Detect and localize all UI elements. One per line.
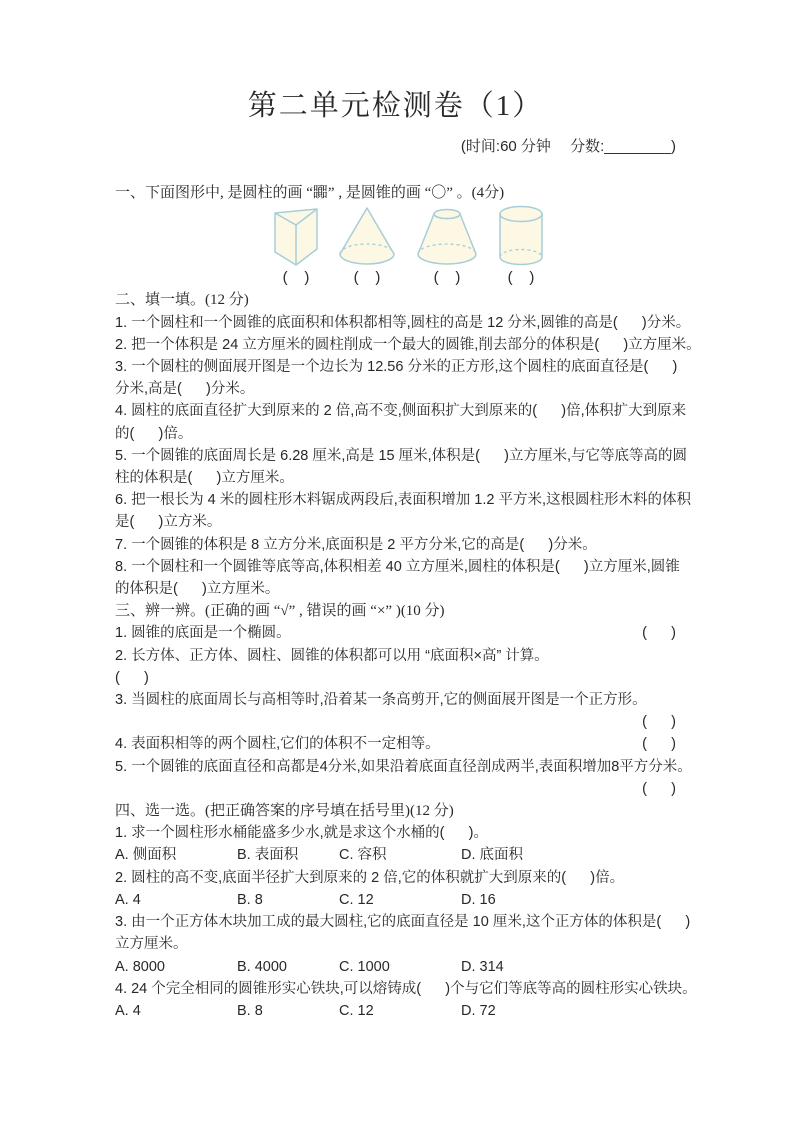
fill-blank-item-continuation: 的( )倍。 [115,425,193,442]
option-b: B. 8 [237,1002,263,1019]
section3-heading: 三、辨一辨。(正确的画 “√” , 错误的画 “×” )(10 分) [115,603,445,620]
choice-question-text: 2. 圆柱的高不变,底面半径扩大到原来的 2 倍,它的体积就扩大到原来的( )倍。 [115,869,625,886]
option-d: D. 72 [461,1002,496,1019]
option-d: D. 16 [461,891,496,908]
shape-cylinder [497,205,545,267]
section2-heading: 二、填一填。(12 分) [115,292,249,309]
fill-blank-item: 5. 一个圆锥的底面周长是 6.28 厘米,高是 15 厘米,体积是( )立方厘米,与它等底等高的圆 [115,447,687,464]
true-false-item [115,689,676,711]
statement-text: 5. 一个圆锥的底面直径和高都是4分米,如果沿着底面直径剖成两半,表面积增加8平方分米。 [115,758,692,775]
option-a: A. 侧面积 [115,847,177,864]
choice-options [115,889,676,911]
option-d: D. 314 [461,958,504,975]
answer-blank: ( ) [115,669,149,686]
option-b: B. 4000 [237,958,287,975]
fill-blank-item: 8. 一个圆柱和一个圆锥等底等高,体积相差 40 立方厘米,圆柱的体积是( )立方厘米,圆锥 [115,558,680,575]
true-false-item-continuation [115,778,676,800]
fill-blank-item-continuation: 是( )立方米。 [115,514,222,531]
true-false-item [115,622,676,644]
option-c: C. 12 [339,891,374,908]
answer-blank: ( ) [433,269,461,287]
option-c: C. 1000 [339,958,390,975]
statement-text: 2. 长方体、正方体、圆柱、圆锥的体积都可以用 “底面积×高” 计算。 [115,647,549,664]
option-b: B. 8 [237,891,263,908]
true-false-item [115,645,676,667]
true-false-item [115,733,676,755]
truncated-cone-icon [415,207,479,267]
choice-question-text: 3. 由一个正方体木块加工成的最大圆柱,它的底面直径是 10 厘米,这个正方体的体积是( ) [115,914,691,931]
choice-options [115,844,676,866]
choice-question-text-continuation: 立方厘米。 [115,936,188,953]
option-b: B. 表面积 [237,847,299,864]
fill-blank-item: 7. 一个圆锥的体积是 8 立方分米,底面积是 2 平方分米,它的高是( )分米。 [115,536,597,553]
true-false-item-continuation [115,711,676,733]
fill-blank-item: 4. 圆柱的底面直径扩大到原来的 2 倍,高不变,侧面积扩大到原来的( )倍,体积扩大到原来 [115,403,687,420]
answer-blank: ( ) [507,269,535,287]
answer-blank: ( ) [642,736,676,753]
answer-blank: ( ) [642,625,676,642]
statement-text: 4. 表面积相等的两个圆柱,它们的体积不一定相等。 [115,736,440,753]
option-a: A. 4 [115,1002,141,1019]
fill-blank-item-continuation: 的体积是( )立方厘米。 [115,581,280,598]
fill-blank-item: 6. 把一根长为 4 米的圆柱形木料锯成两段后,表面积增加 1.2 平方米,这根圆柱形木料的体积 [115,492,692,509]
shape-truncated-cone [415,207,479,267]
time-score-line: (时间:60 分钟 分数:________) [460,138,676,155]
section1-heading: 一、下面图形中, 是圆柱的画 “嚻” , 是圆锥的画 “〇” 。(4分) [115,185,505,201]
answer-blank: ( ) [642,714,676,731]
section4-heading: 四、选一选。(把正确答案的序号填在括号里)(12 分) [115,803,454,820]
fill-blank-item: 2. 把一个体积是 24 立方厘米的圆柱削成一个最大的圆锥,削去部分的体积是( )立方厘米。 [115,336,701,353]
cone-icon [337,205,397,267]
choice-question-text: 1. 求一个圆柱形水桶能盛多少水,就是求这个水桶的( )。 [115,825,488,842]
option-d: D. 底面积 [461,847,524,864]
cylinder-icon [497,205,545,267]
true-false-item [115,756,692,778]
triangular-prism-icon [273,205,319,267]
choice-options [115,1000,676,1022]
option-c: C. 12 [339,1002,374,1019]
fill-blank-item: 3. 一个圆柱的侧面展开图是一个边长为 12.56 分米的正方形,这个圆柱的底面直径是( ) [115,359,678,376]
shape-triangular-prism [273,205,319,267]
fill-blank-item: 1. 一个圆柱和一个圆锥的底面积和体积都相等,圆柱的高是 12 分米,圆锥的高是( )分米。 [115,314,691,331]
shape-cone [337,205,397,267]
true-false-item-continuation [115,667,676,689]
shapes-row [273,205,676,267]
statement-text: 1. 圆锥的底面是一个椭圆。 [115,625,291,642]
option-a: A. 4 [115,891,141,908]
choice-question-text: 4. 24 个完全相同的圆锥形实心铁块,可以熔铸成( )个与它们等底等高的圆柱形实心铁块。 [115,980,697,997]
option-c: C. 容积 [339,847,387,864]
answer-blank: ( ) [282,269,310,287]
answer-blank: ( ) [642,780,676,797]
shape-answer-blanks [273,267,676,289]
fill-blank-item-continuation: 柱的体积是( )立方厘米。 [115,470,294,487]
choice-options [115,956,676,978]
statement-text: 3. 当圆柱的底面周长与高相等时,沿着某一条高剪开,它的侧面展开图是一个正方形。 [115,692,647,709]
fill-blank-item-continuation: 分米,高是( )分米。 [115,381,255,398]
option-a: A. 8000 [115,958,165,975]
page-title: 第二单元检测卷（1） [247,90,544,122]
answer-blank: ( ) [353,269,381,287]
